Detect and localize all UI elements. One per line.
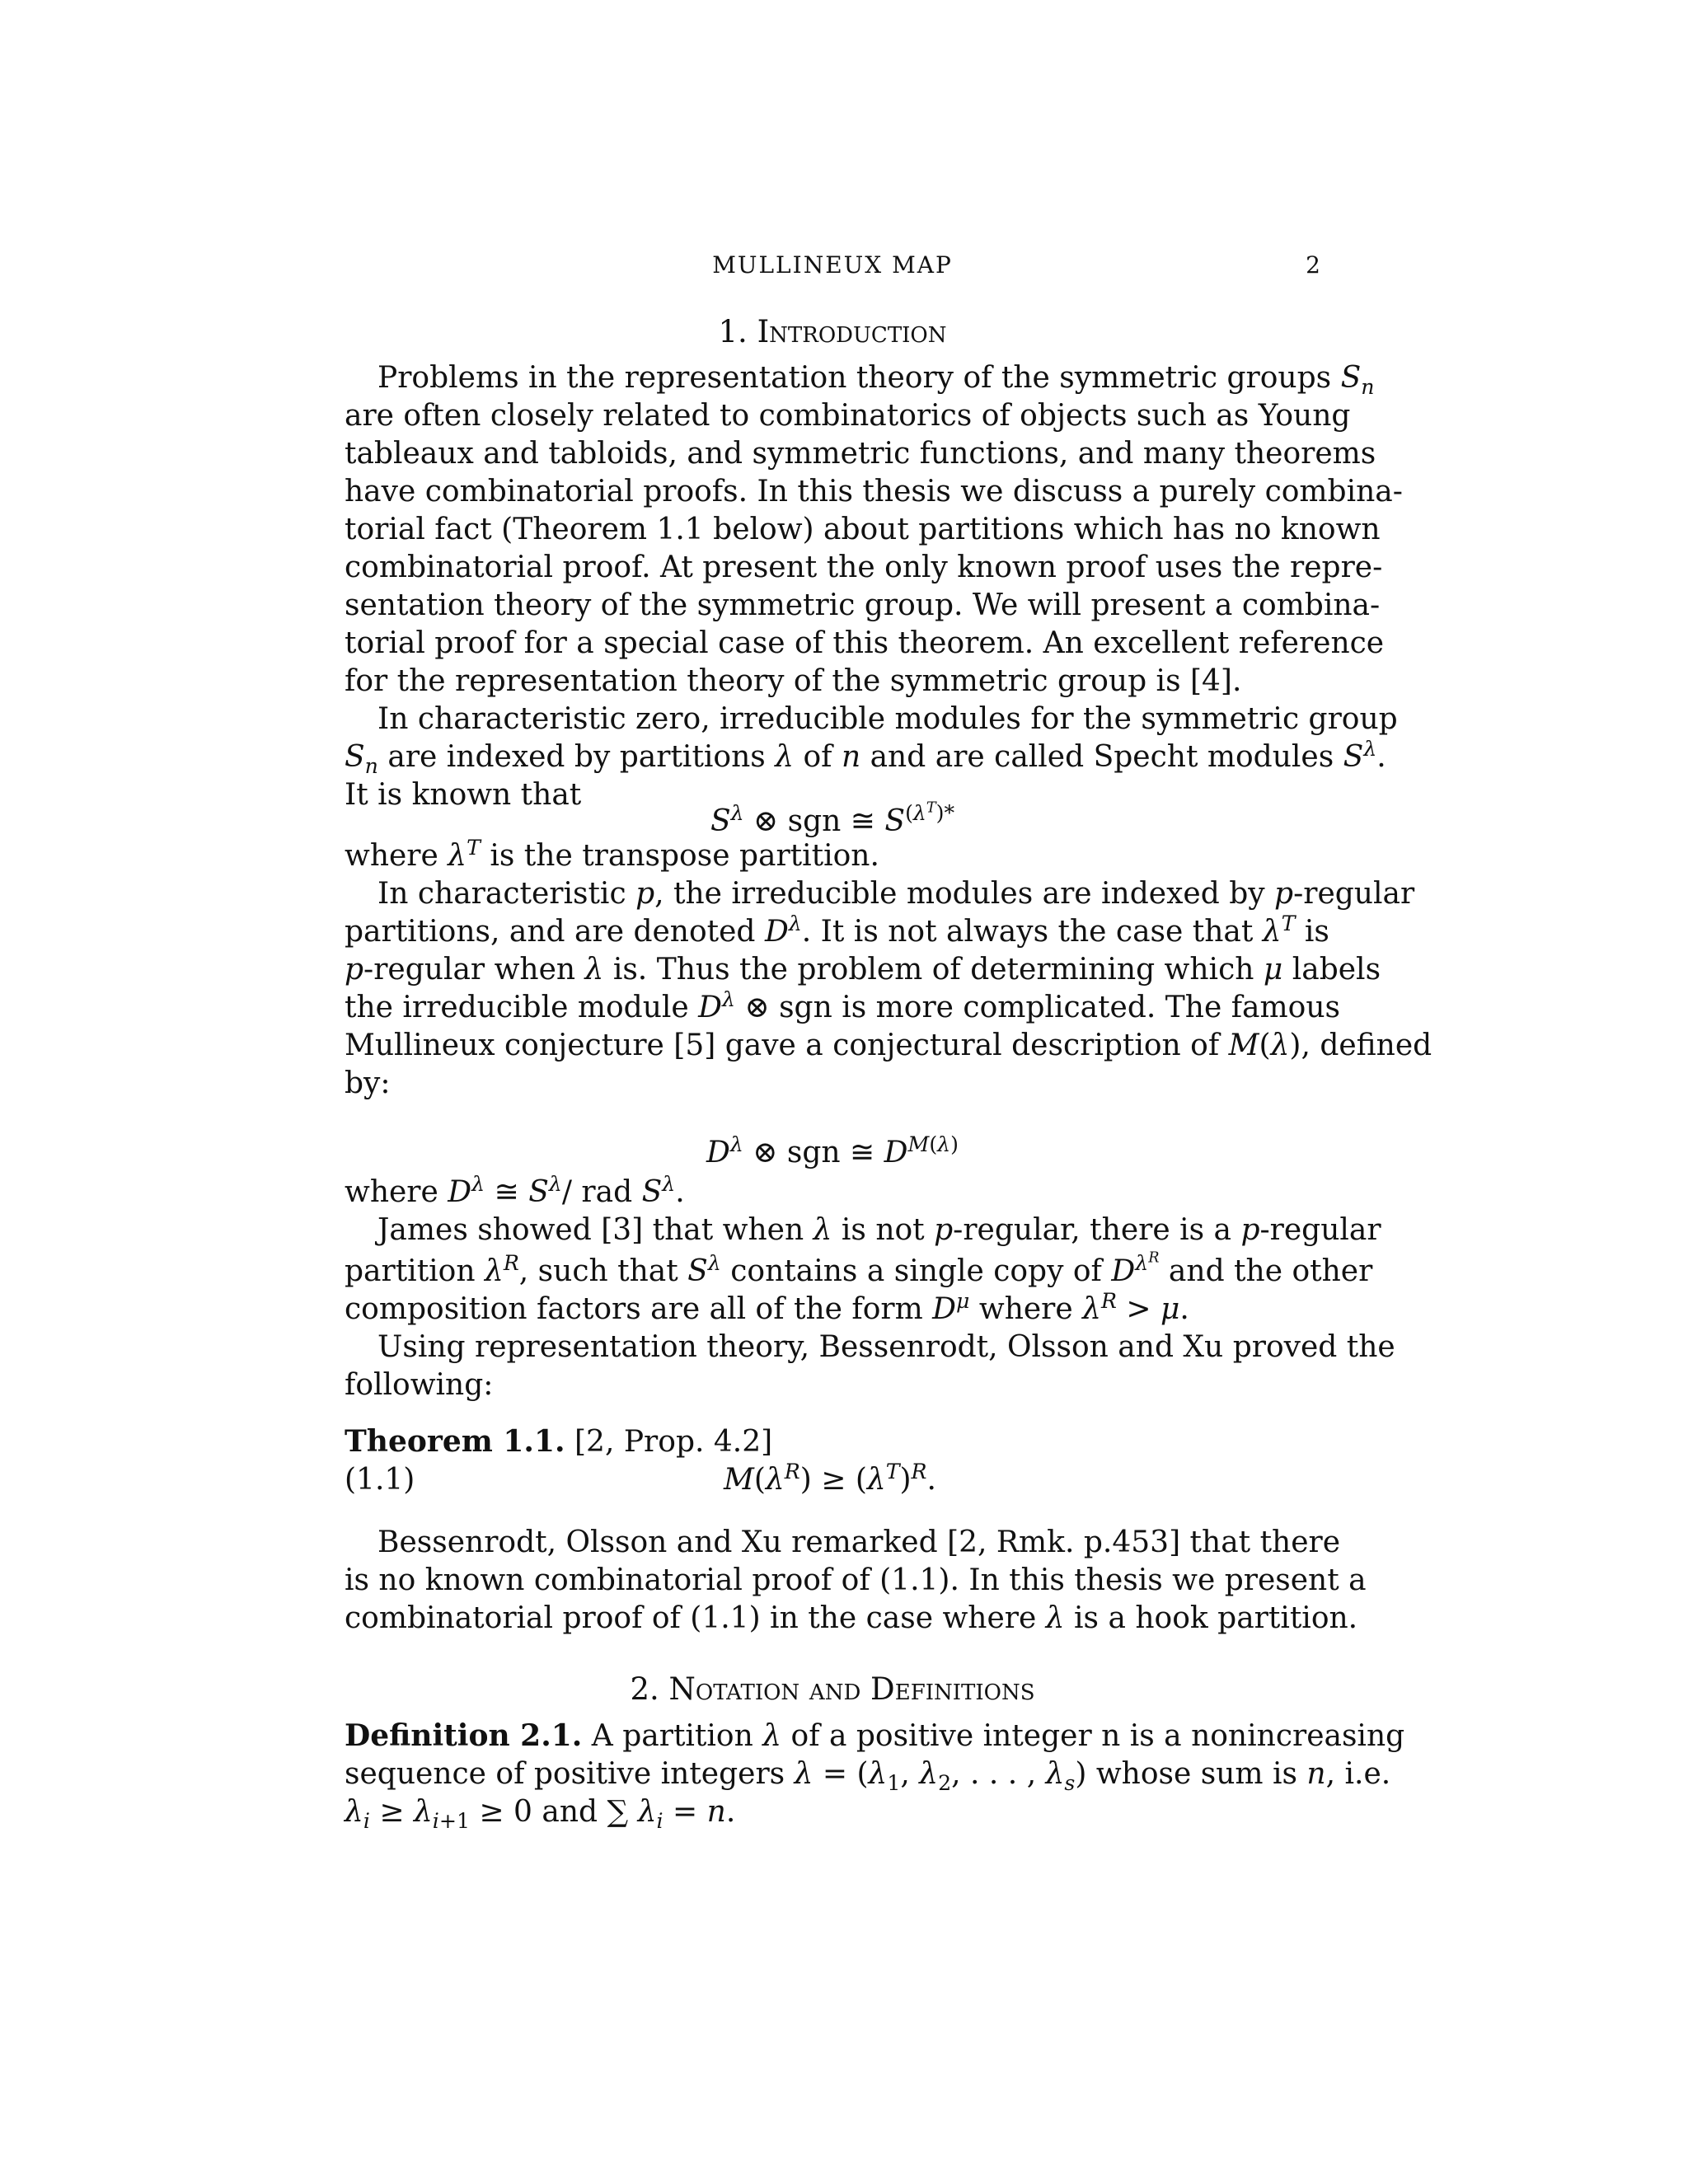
text-line: Definition 2.1. A partition λ of a positive integer n is a nonincreasing xyxy=(345,1718,1405,1753)
definition-label: Definition 2.1. xyxy=(345,1718,583,1753)
text-line: torial proof for a special case of this theorem. An excellent reference xyxy=(345,626,1385,660)
paragraph-characteristic-p xyxy=(345,875,1432,1212)
paragraph-james xyxy=(345,1212,1381,1329)
paragraph-remark xyxy=(345,1524,1367,1638)
text-line: partition $\lambda^R$, such that $S^\lambda$ contains a single copy of $D^{\lambda^R}$ and the other xyxy=(345,1249,1373,1288)
page-number: 2 xyxy=(1306,251,1320,279)
text-line: Mullineux conjecture [5] gave a conjectural description of M(λ), defined xyxy=(345,1029,1432,1062)
text-line: following: xyxy=(345,1368,494,1402)
text-line: combinatorial proof of (1.1) in the case where λ is a hook partition. xyxy=(345,1601,1358,1635)
paragraph-intro xyxy=(345,359,1403,701)
equation-mullineux: $D^\lambda$ ⊗ sgn ≅ $D^{M(\lambda)}$ xyxy=(706,1132,959,1169)
text-line: $S_n$ are indexed by partitions λ of n and are called Specht modules $S^\lambda$. xyxy=(345,737,1386,779)
theorem-citation: [2, Prop. 4.2] xyxy=(574,1425,773,1459)
theorem-block xyxy=(345,1422,1320,1502)
text-line: for the representation theory of the symmetric group is [4]. xyxy=(345,664,1242,698)
text-line: tableaux and tabloids, and symmetric functions, and many theorems xyxy=(345,437,1376,471)
text-line: composition factors are all of the form $D^\mu$ where $\lambda^R > \mu$. xyxy=(345,1289,1189,1326)
text-line: are often closely related to combinatorics of objects such as Young xyxy=(345,399,1351,433)
text-line: where $\lambda^T$ is the transpose partition. xyxy=(345,836,879,873)
theorem-heading xyxy=(345,1422,1320,1461)
section-heading-introduction: 1. Introduction xyxy=(718,314,947,349)
text-line: the irreducible module $D^\lambda$ ⊗ sgn is more complicated. The famous xyxy=(345,987,1340,1024)
running-title: MULLINEUX MAP xyxy=(712,251,953,279)
text-line: by: xyxy=(345,1066,391,1100)
numbered-equation xyxy=(345,1461,1320,1502)
text-line: Problems in the representation theory of the symmetric groups $S_n$ xyxy=(377,361,1375,400)
text-line: Bessenrodt, Olsson and Xu remarked [2, Rmk. p.453] that there xyxy=(377,1526,1341,1559)
text-line: It is known that xyxy=(345,778,582,812)
text-line: In characteristic zero, irreducible modules for the symmetric group xyxy=(377,702,1398,736)
definition-block xyxy=(345,1717,1405,1834)
text-line: $\lambda_i \ge \lambda_{i+1} \ge 0$ and ∑ $\lambda_i = n$. xyxy=(345,1795,736,1834)
text-line: is no known combinatorial proof of (1.1). In this thesis we present a xyxy=(345,1563,1367,1597)
text-line: combinatorial proof. At present the only known proof uses the repre- xyxy=(345,551,1383,584)
text-line: In characteristic p, the irreducible modules are indexed by p-regular xyxy=(377,877,1415,911)
text-line: sentation theory of the symmetric group. We will present a combina- xyxy=(345,588,1381,622)
equation-number: (1.1) xyxy=(345,1463,415,1497)
equation-specht-sign: $S^\lambda$ ⊗ sgn ≅ $S^{(\lambda^T)*}$ xyxy=(710,799,955,838)
paragraph-bessenrodt xyxy=(345,1329,1395,1404)
text-line: James showed [3] that when λ is not p-regular, there is a p-regular xyxy=(377,1213,1381,1247)
page-body xyxy=(345,247,1432,1834)
text-line: p-regular when λ is. Thus the problem of determining which μ labels xyxy=(345,953,1381,987)
text-line: where $D^\lambda$ ≅ $S^\lambda/$ rad $S^\lambda$. xyxy=(345,1172,685,1209)
text-line: partitions, and are denoted $D^\lambda$. It is not always the case that $\lambda^T$ is xyxy=(345,912,1329,949)
paragraph-characteristic-zero xyxy=(345,701,1398,875)
text-line: have combinatorial proofs. In this thesis we discuss a purely combina- xyxy=(345,475,1403,509)
theorem-label: Theorem 1.1. xyxy=(345,1424,565,1459)
text-line: Using representation theory, Bessenrodt, Olsson and Xu proved the xyxy=(377,1330,1395,1364)
text-line: torial fact (Theorem 1.1 below) about partitions which has no known xyxy=(345,513,1381,546)
text-line: sequence of positive integers $\lambda = (\lambda_1$, $\lambda_2$, . . . , $\lambda_s$) whose sum is n, i.e. xyxy=(345,1757,1391,1796)
theorem-formula: $M(\lambda^R) \ge (\lambda^T)^R$. xyxy=(724,1460,936,1497)
section-heading-notation: 2. Notation and Definitions xyxy=(630,1671,1035,1707)
